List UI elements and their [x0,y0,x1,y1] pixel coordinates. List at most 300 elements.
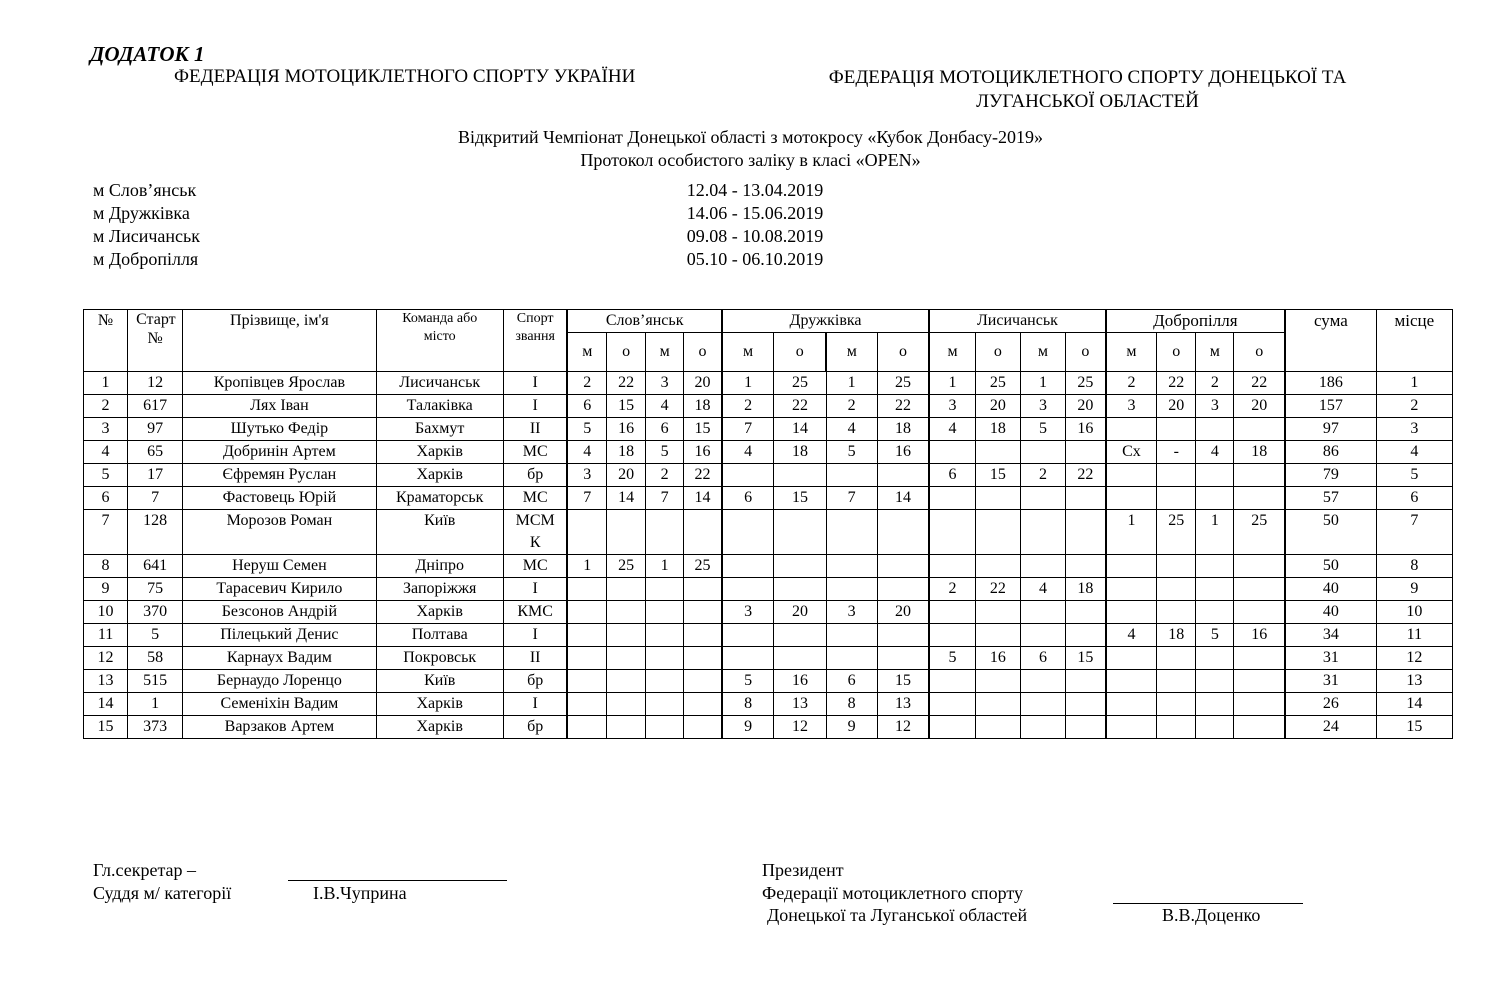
cell-sport-rank: І [503,372,567,395]
cell-druzhkivka-o1: 16 [774,670,826,693]
table-row [84,464,1453,487]
cell-start-number: 617 [128,395,183,418]
cell-dobropillia-o2 [1234,670,1285,693]
header-m: м [826,333,877,372]
header-start-number: Старт № [128,310,183,372]
cell-sport-rank: ІІ [503,647,567,670]
cell-sloviansk-m2: 3 [646,372,684,395]
cell-lysychansk-o1 [975,624,1020,647]
cell-sloviansk-o1 [607,510,646,555]
cell-start-number: 17 [128,464,183,487]
cell-lysychansk-o2: 20 [1066,395,1106,418]
cell-team: Харків [376,716,503,739]
cell-team: Лисичанськ [376,372,503,395]
cell-dobropillia-m2 [1196,601,1234,624]
cell-sloviansk-m1 [567,647,606,670]
cell-sloviansk-m2: 5 [646,441,684,464]
cell-druzhkivka-m2 [826,464,877,487]
cell-sloviansk-m2: 4 [646,395,684,418]
cell-druzhkivka-o1: 25 [774,372,826,395]
cell-dobropillia-m2 [1196,418,1234,441]
cell-druzhkivka-m1: 8 [722,693,774,716]
president-org-line1: Федерації мотоциклетного спорту [762,883,1023,903]
cell-sloviansk-m1 [567,693,606,716]
header-o: о [1066,333,1106,372]
president-name: В.В.Доценко [1162,905,1261,925]
cell-dobropillia-o1 [1157,693,1196,716]
cell-dobropillia-m1 [1106,601,1157,624]
cell-sloviansk-o2 [684,601,722,624]
cell-druzhkivka-m1: 9 [722,716,774,739]
cell-lysychansk-m1: 2 [929,578,975,601]
cell-sloviansk-m2: 6 [646,418,684,441]
cell-start-number: 1 [128,693,183,716]
cell-rank-num: 6 [84,487,128,510]
cell-druzhkivka-m2: 5 [826,441,877,464]
cell-team: Харків [376,441,503,464]
table-row [84,418,1453,441]
cell-lysychansk-m2 [1020,601,1065,624]
cell-dobropillia-m2 [1196,578,1234,601]
cell-rider-name: Безсонов Андрій [183,601,376,624]
cell-sport-rank: бр [503,716,567,739]
cell-start-number: 12 [128,372,183,395]
table-row [84,647,1453,670]
cell-lysychansk-o2 [1066,601,1106,624]
cell-dobropillia-m1: 4 [1106,624,1157,647]
cell-total: 31 [1285,647,1376,670]
cell-team: Харків [376,464,503,487]
cell-rank-num: 1 [84,372,128,395]
cell-team: Київ [376,510,503,555]
cell-druzhkivka-o2: 15 [877,670,929,693]
cell-sloviansk-o2 [684,670,722,693]
cell-dobropillia-o2 [1234,693,1285,716]
cell-team: Полтава [376,624,503,647]
cell-rider-name: Пілецький Денис [183,624,376,647]
cell-dobropillia-m1: 2 [1106,372,1157,395]
cell-place: 1 [1376,372,1452,395]
header-place: місце [1376,310,1452,372]
cell-sloviansk-o1 [607,578,646,601]
cell-lysychansk-o2 [1066,670,1106,693]
cell-dobropillia-m2 [1196,670,1234,693]
cell-lysychansk-m1: 1 [929,372,975,395]
cell-sloviansk-m1 [567,601,606,624]
cell-lysychansk-m2 [1020,670,1065,693]
cell-place: 2 [1376,395,1452,418]
header-o: о [684,333,722,372]
cell-dobropillia-m1 [1106,670,1157,693]
header-m: м [646,333,684,372]
cell-druzhkivka-o2 [877,624,929,647]
location-dates: 09.08 - 10.08.2019 [686,226,824,246]
secretary-role: Суддя м/ категорії [93,883,232,903]
cell-sloviansk-o1: 20 [607,464,646,487]
cell-dobropillia-m1 [1106,578,1157,601]
table-row [84,395,1453,418]
cell-dobropillia-o1: 20 [1157,395,1196,418]
cell-sloviansk-o1 [607,670,646,693]
location-city: м Добропілля [93,249,199,269]
cell-rider-name: Лях Іван [183,395,376,418]
cell-dobropillia-o2 [1234,464,1285,487]
cell-sloviansk-o2: 25 [684,555,722,578]
cell-dobropillia-m1: 3 [1106,395,1157,418]
cell-sloviansk-o2: 16 [684,441,722,464]
document-subtitle: Протокол особистого заліку в класі «OPEN» [580,150,921,170]
cell-lysychansk-o1 [975,670,1020,693]
header-m: м [929,333,975,372]
cell-sloviansk-m1: 1 [567,555,606,578]
cell-sloviansk-m2 [646,647,684,670]
federation-ukraine: ФЕДЕРАЦІЯ МОТОЦИКЛЕТНОГО СПОРТУ УКРАЇНИ [174,66,636,87]
cell-rider-name: Кропівцев Ярослав [183,372,376,395]
cell-rider-name: Варзаков Артем [183,716,376,739]
cell-sport-rank: МС [503,441,567,464]
cell-dobropillia-m1 [1106,716,1157,739]
cell-druzhkivka-m1 [722,464,774,487]
cell-team: Запоріжжя [376,578,503,601]
cell-dobropillia-o1 [1157,487,1196,510]
cell-druzhkivka-m2 [826,510,877,555]
cell-total: 97 [1285,418,1376,441]
cell-dobropillia-o1 [1157,418,1196,441]
header-o: о [607,333,646,372]
cell-druzhkivka-o2: 12 [877,716,929,739]
cell-dobropillia-m1: Сх [1106,441,1157,464]
cell-place: 11 [1376,624,1452,647]
cell-dobropillia-o1 [1157,601,1196,624]
header-name: Прізвище, ім'я [183,310,376,372]
cell-lysychansk-m2: 4 [1020,578,1065,601]
cell-lysychansk-o1: 15 [975,464,1020,487]
cell-sport-rank: бр [503,670,567,693]
cell-sloviansk-m1 [567,716,606,739]
cell-druzhkivka-m1: 6 [722,487,774,510]
header-m: м [1196,333,1234,372]
cell-rider-name: Фастовець Юрій [183,487,376,510]
cell-dobropillia-m2: 2 [1196,372,1234,395]
cell-place: 4 [1376,441,1452,464]
cell-sloviansk-o1: 15 [607,395,646,418]
cell-sloviansk-m2 [646,510,684,555]
cell-druzhkivka-m1 [722,647,774,670]
cell-rank-num: 12 [84,647,128,670]
cell-druzhkivka-o1 [774,555,826,578]
cell-place: 5 [1376,464,1452,487]
cell-start-number: 515 [128,670,183,693]
cell-sloviansk-m2 [646,578,684,601]
cell-lysychansk-m1 [929,510,975,555]
cell-dobropillia-o1 [1157,578,1196,601]
cell-rider-name: Бернаудо Лоренцо [183,670,376,693]
table-row [84,372,1453,395]
cell-druzhkivka-m2: 4 [826,418,877,441]
president-signature-line [1113,903,1303,904]
cell-start-number: 97 [128,418,183,441]
cell-dobropillia-o1: - [1157,441,1196,464]
cell-rank-num: 5 [84,464,128,487]
cell-lysychansk-m1: 4 [929,418,975,441]
header-o: о [975,333,1020,372]
cell-start-number: 641 [128,555,183,578]
table-row [84,601,1453,624]
cell-druzhkivka-o2: 18 [877,418,929,441]
cell-rank-num: 11 [84,624,128,647]
results-table [83,309,1453,739]
cell-lysychansk-m1 [929,716,975,739]
results-body [84,372,1453,739]
cell-lysychansk-m2 [1020,555,1065,578]
cell-total: 157 [1285,395,1376,418]
header-num: № [84,310,128,372]
cell-lysychansk-o2: 18 [1066,578,1106,601]
cell-sloviansk-o2 [684,624,722,647]
cell-sloviansk-m2 [646,624,684,647]
header-o: о [877,333,929,372]
table-row [84,716,1453,739]
annex-label: ДОДАТОК 1 [90,42,205,66]
cell-druzhkivka-o2 [877,647,929,670]
cell-dobropillia-o2: 18 [1234,441,1285,464]
cell-dobropillia-o1: 22 [1157,372,1196,395]
cell-rider-name: Шутько Федір [183,418,376,441]
cell-lysychansk-m1: 3 [929,395,975,418]
cell-dobropillia-o2 [1234,418,1285,441]
cell-sport-rank: ІІ [503,418,567,441]
cell-team: Бахмут [376,418,503,441]
cell-lysychansk-o1: 18 [975,418,1020,441]
cell-dobropillia-m1 [1106,418,1157,441]
table-row [84,510,1453,555]
cell-druzhkivka-m2 [826,624,877,647]
cell-team: Харків [376,601,503,624]
cell-dobropillia-o2: 22 [1234,372,1285,395]
cell-druzhkivka-m1 [722,578,774,601]
cell-sloviansk-o1 [607,693,646,716]
cell-lysychansk-m1 [929,441,975,464]
cell-druzhkivka-o1: 13 [774,693,826,716]
cell-place: 10 [1376,601,1452,624]
cell-druzhkivka-o2 [877,464,929,487]
cell-place: 15 [1376,716,1452,739]
cell-druzhkivka-o2 [877,510,929,555]
cell-place: 8 [1376,555,1452,578]
cell-druzhkivka-o2: 20 [877,601,929,624]
cell-druzhkivka-m1: 3 [722,601,774,624]
cell-lysychansk-m1: 5 [929,647,975,670]
cell-rank-num: 9 [84,578,128,601]
cell-dobropillia-m2 [1196,464,1234,487]
cell-total: 50 [1285,510,1376,555]
cell-rider-name: Морозов Роман [183,510,376,555]
header-o: о [1157,333,1196,372]
cell-druzhkivka-m1: 7 [722,418,774,441]
cell-sloviansk-m2 [646,693,684,716]
cell-druzhkivka-o1: 20 [774,601,826,624]
cell-lysychansk-m2 [1020,441,1065,464]
cell-sloviansk-m1: 4 [567,441,606,464]
cell-druzhkivka-o2 [877,578,929,601]
cell-dobropillia-m2 [1196,693,1234,716]
cell-sloviansk-o2: 15 [684,418,722,441]
cell-lysychansk-m2 [1020,624,1065,647]
cell-place: 12 [1376,647,1452,670]
cell-dobropillia-o1 [1157,464,1196,487]
cell-dobropillia-o1 [1157,555,1196,578]
table-row [84,487,1453,510]
location-dates: 14.06 - 15.06.2019 [686,203,824,223]
cell-place: 13 [1376,670,1452,693]
cell-lysychansk-o2 [1066,555,1106,578]
cell-dobropillia-o2 [1234,578,1285,601]
cell-dobropillia-o2 [1234,601,1285,624]
cell-druzhkivka-m2: 2 [826,395,877,418]
cell-team: Київ [376,670,503,693]
cell-druzhkivka-m2: 6 [826,670,877,693]
cell-start-number: 373 [128,716,183,739]
cell-lysychansk-m1 [929,670,975,693]
cell-lysychansk-m1 [929,555,975,578]
header-o: о [774,333,826,372]
cell-dobropillia-o2: 20 [1234,395,1285,418]
cell-sloviansk-o2 [684,510,722,555]
cell-sloviansk-o2 [684,578,722,601]
cell-rider-name: Тарасевич Кирило [183,578,376,601]
cell-sloviansk-m2: 1 [646,555,684,578]
cell-total: 31 [1285,670,1376,693]
cell-druzhkivka-m1 [722,555,774,578]
secretary-signature-line [288,880,507,881]
cell-sloviansk-o1 [607,716,646,739]
cell-sport-rank: МСМК [503,510,567,555]
cell-druzhkivka-o1 [774,647,826,670]
location-city: м Дружківка [93,203,190,223]
cell-druzhkivka-m2: 1 [826,372,877,395]
cell-lysychansk-m2: 5 [1020,418,1065,441]
cell-druzhkivka-o1: 15 [774,487,826,510]
header-m: м [1106,333,1157,372]
cell-sloviansk-o2 [684,716,722,739]
cell-lysychansk-o2 [1066,693,1106,716]
cell-lysychansk-o1: 22 [975,578,1020,601]
cell-druzhkivka-o1: 12 [774,716,826,739]
cell-rider-name: Неруш Семен [183,555,376,578]
cell-dobropillia-o2 [1234,487,1285,510]
cell-dobropillia-m2 [1196,555,1234,578]
cell-lysychansk-m2: 1 [1020,372,1065,395]
cell-lysychansk-o1 [975,601,1020,624]
cell-start-number: 65 [128,441,183,464]
cell-sport-rank: І [503,578,567,601]
cell-sloviansk-o2: 20 [684,372,722,395]
table-row [84,624,1453,647]
cell-rider-name: Єфремян Руслан [183,464,376,487]
cell-lysychansk-o1: 16 [975,647,1020,670]
cell-dobropillia-o2: 25 [1234,510,1285,555]
cell-total: 50 [1285,555,1376,578]
cell-lysychansk-m2 [1020,693,1065,716]
cell-total: 40 [1285,601,1376,624]
cell-druzhkivka-m2: 7 [826,487,877,510]
cell-team: Талаківка [376,395,503,418]
cell-start-number: 128 [128,510,183,555]
cell-dobropillia-o1: 18 [1157,624,1196,647]
cell-team: Краматорськ [376,487,503,510]
cell-rank-num: 7 [84,510,128,555]
cell-rank-num: 13 [84,670,128,693]
location-dates: 05.10 - 06.10.2019 [686,249,824,269]
cell-dobropillia-m1 [1106,555,1157,578]
cell-druzhkivka-m1: 1 [722,372,774,395]
cell-druzhkivka-m2 [826,647,877,670]
cell-druzhkivka-o1 [774,624,826,647]
cell-druzhkivka-o2: 16 [877,441,929,464]
cell-lysychansk-o2 [1066,510,1106,555]
cell-total: 40 [1285,578,1376,601]
location-city: м Лисичанськ [93,226,200,246]
cell-druzhkivka-m1 [722,510,774,555]
header-m: м [567,333,606,372]
header-stage-druzhkivka: Дружківка [722,310,929,333]
table-row [84,441,1453,464]
cell-sloviansk-o1 [607,601,646,624]
cell-dobropillia-m1 [1106,487,1157,510]
cell-lysychansk-m1 [929,487,975,510]
cell-lysychansk-m2 [1020,510,1065,555]
cell-dobropillia-m1 [1106,647,1157,670]
cell-dobropillia-m2: 3 [1196,395,1234,418]
cell-sloviansk-m2: 7 [646,487,684,510]
cell-lysychansk-o2 [1066,624,1106,647]
cell-druzhkivka-m1: 5 [722,670,774,693]
cell-sport-rank: І [503,693,567,716]
cell-sloviansk-m1 [567,624,606,647]
cell-rank-num: 3 [84,418,128,441]
cell-sloviansk-m1 [567,578,606,601]
cell-lysychansk-o2 [1066,716,1106,739]
cell-team: Покровськ [376,647,503,670]
cell-lysychansk-o2: 15 [1066,647,1106,670]
cell-dobropillia-m2 [1196,487,1234,510]
header-team: Команда або місто [376,310,503,372]
table-row [84,670,1453,693]
cell-total: 186 [1285,372,1376,395]
president-org-line2: Донецької та Луганської областей [767,905,1028,925]
cell-druzhkivka-o2: 14 [877,487,929,510]
location-city: м Слов’янськ [93,180,197,200]
cell-sport-rank: І [503,624,567,647]
cell-rider-name: Семеніхін Вадим [183,693,376,716]
cell-sloviansk-o1: 18 [607,441,646,464]
cell-lysychansk-o2 [1066,487,1106,510]
cell-lysychansk-m1 [929,693,975,716]
cell-sport-rank: І [503,395,567,418]
cell-dobropillia-m1 [1106,693,1157,716]
cell-sloviansk-m2 [646,716,684,739]
cell-druzhkivka-m2 [826,555,877,578]
cell-druzhkivka-m1: 4 [722,441,774,464]
cell-sloviansk-m2 [646,601,684,624]
cell-dobropillia-m1 [1106,464,1157,487]
cell-druzhkivka-o2: 13 [877,693,929,716]
cell-dobropillia-m2: 4 [1196,441,1234,464]
cell-dobropillia-m2: 5 [1196,624,1234,647]
header-m: м [1020,333,1065,372]
cell-sloviansk-m1: 3 [567,464,606,487]
cell-place: 7 [1376,510,1452,555]
